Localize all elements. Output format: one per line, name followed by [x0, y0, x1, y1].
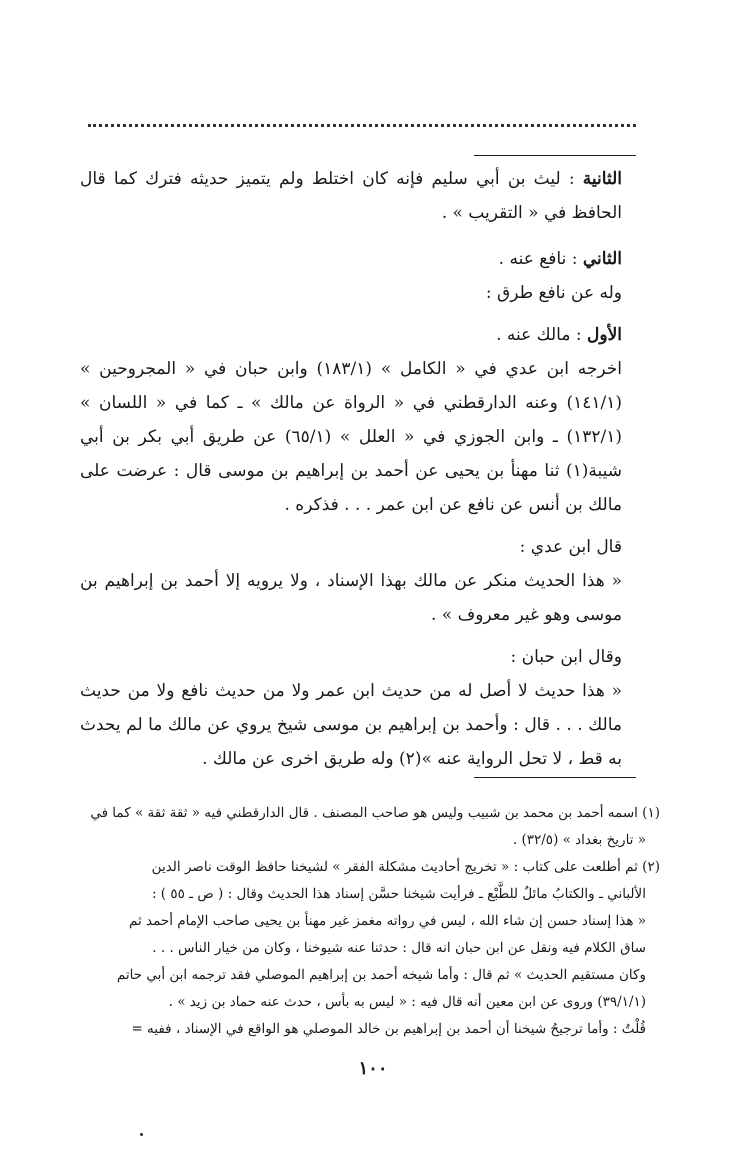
paragraph-ibn-hibban-intro: وقال ابن حبان : [510, 647, 622, 667]
label-second-m: الثاني [582, 249, 622, 269]
main-text [80, 162, 660, 776]
footnote-2-line: قُلْتُ : وأما ترجيحُ شيخنا أن أحمد بن إبراهيم بن خالد الموصلي هو الواقع في الإسناد ، ففيه = [131, 1021, 646, 1037]
footnotes [80, 800, 660, 1043]
footnote-2-line: الألباني ـ والكتابُ مائلٌ للطَّبْع ـ فرأيت شيخنا حسَّن إسناد هذا الحديث وقال : ( ص ـ ٥٥ ) : [151, 886, 646, 902]
continuation-rule [474, 155, 636, 156]
label-second-f: الثانية [582, 169, 622, 189]
footnote-2-line: (٢) ثم أطلعت على كتاب : « تخريج أحاديث مشكلة الفقر » لشيخنا حافظ الوقت ناصر الدين [151, 859, 660, 875]
quote-ibn-hibban: « هذا حديث لا أصل له من حديث ابن عمر ولا من حديث نافع ولا من حديث مالك . . . قال : وأحمد بن إبراهيم بن موسى شيخ يروي عن مالك ما لم يحدث به قط ، لا تحل الرواية عنه »(٢) وله طريق اخرى عن مالك . [80, 681, 622, 769]
footnote-1-line: « تاريخ بغداد » (٣٢/٥) . [512, 832, 646, 848]
footnote-rule [474, 777, 636, 778]
paragraph-takhrij: اخرجه ابن عدي في « الكامل » (١٨٣/١) وابن حبان في « المجروحين » (١٤١/١) وعنه الدارقطني في « الرواة عن مالك » ـ كما في « اللسان » (١٣٢/١) ـ وابن الجوزي في « العلل » (٦٥/١) عن طريق أبي بكر بن أبي شيبة(١) ثنا مهنأ بن يحيى عن أحمد بن إبراهيم بن موسى قال : عرضت على مالك بن أنس عن نافع عن ابن عمر . . . فذكره . [80, 359, 623, 515]
footnote-2-line: (٣٩/١/١) وروى عن ابن معين أنه قال فيه : « ليس به بأس ، حدث عنه حماد بن زيد » . [168, 994, 646, 1010]
footnote-1-line: (١) اسمه أحمد بن محمد بن شبيب وليس هو صاحب المصنف . قال الدارقطني فيه « ثقة ثقة » كما في [90, 805, 660, 821]
paragraph-nafi-routes: وله عن نافع طرق : [485, 283, 622, 303]
paragraph-second-m: الثاني : نافع عنه . [498, 249, 622, 269]
footnote-2-line: « هذا إسناد حسن إن شاء الله ، ليس في رواته مغمز غير مهنأ بن يحيى صاحب الإمام أحمد ثم [128, 913, 646, 929]
paragraph-second-weakness: الثانية : ليث بن أبي سليم فإنه كان اختلط ولم يتميز حديثه فترك كما قال الحافظ في « التقريب » . [80, 169, 622, 223]
footnote-2-line: وكان مستقيم الحديث » ثم قال : وأما شيخه أحمد بن إبراهيم الموصلي فقد ترجمه ابن أبي حاتم [116, 967, 646, 983]
page-number: ١٠٠ [358, 1058, 388, 1079]
scan-speck [140, 1133, 143, 1136]
header-dotted-rule [88, 124, 636, 127]
footnote-2-line: ساق الكلام فيه ونقل عن ابن حبان انه قال : حدثنا عنه شيوخنا ، وكان من خيار الناس . . . [152, 940, 646, 956]
paragraph-first: الأول : مالك عنه . [496, 325, 622, 345]
label-first: الأول [587, 325, 622, 345]
quote-ibn-adi: « هذا الحديث منكر عن مالك بهذا الإسناد ، ولا يرويه إلا أحمد بن إبراهيم بن موسى وهو غير معروف » . [80, 571, 622, 625]
paragraph-ibn-adi-intro: قال ابن عدي : [519, 537, 622, 557]
